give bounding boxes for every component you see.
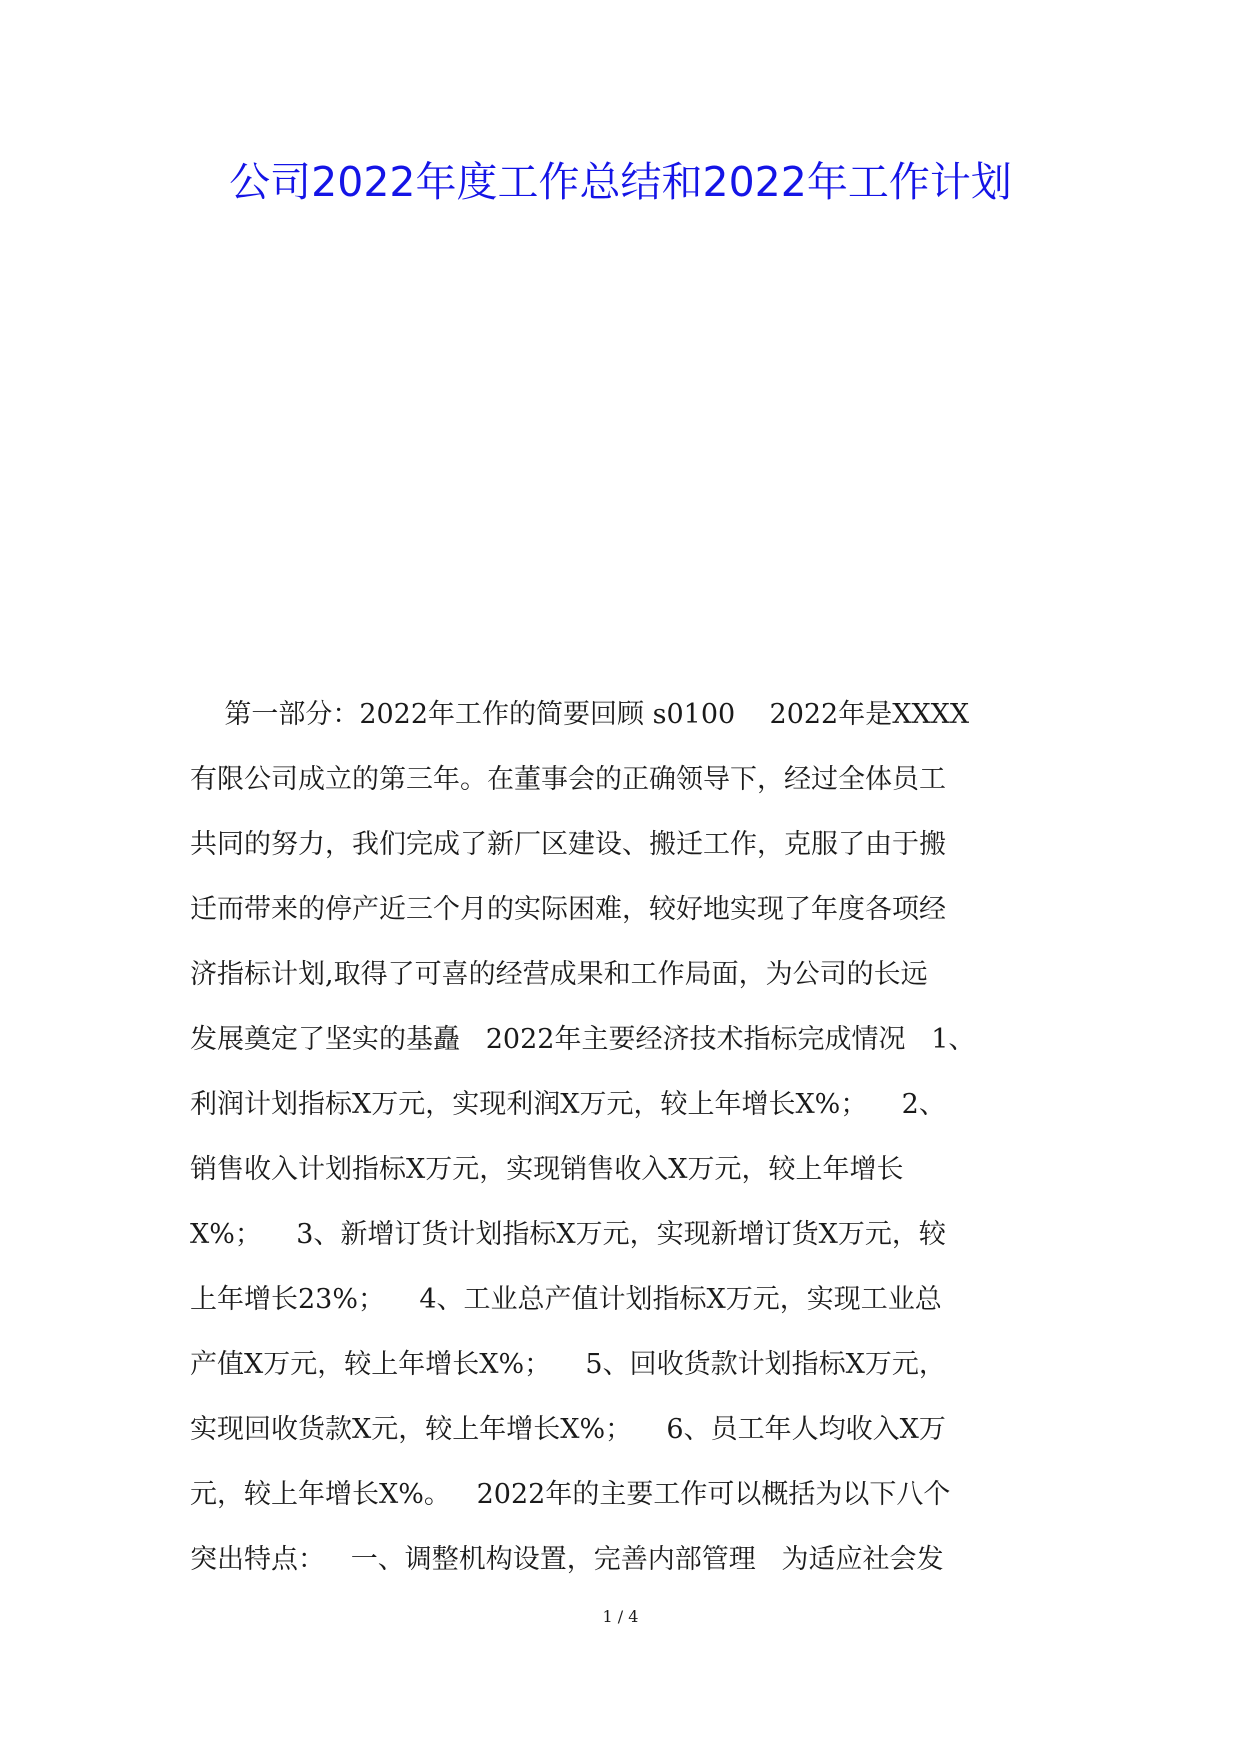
body-line: 利润计划指标X万元，实现利润X万元，较上年增长X%； 2、 xyxy=(190,1089,946,1120)
document-title: 公司2022年度工作总结和2022年工作计划 xyxy=(229,158,1012,206)
document-body xyxy=(190,682,1050,1592)
body-line: 销售收入计划指标X万元，实现销售收入X万元，较上年增长 xyxy=(190,1154,904,1185)
body-line: 产值X万元，较上年增长X%； 5、回收货款计划指标X万元， xyxy=(190,1349,946,1380)
body-line: 有限公司成立的第三年。在董事会的正确领导下，经过全体员工 xyxy=(190,764,946,795)
body-line: 发展奠定了坚实的基矗 2022年主要经济技术指标完成情况 1、 xyxy=(190,1024,976,1055)
body-line: 突出特点： 一、调整机构设置，完善内部管理 为适应社会发 xyxy=(190,1544,944,1575)
page-number: 1 / 4 xyxy=(602,1607,639,1626)
body-line: 第一部分：2022年工作的简要回顾 s0100 2022年是XXXX xyxy=(190,699,970,730)
body-line: 实现回收货款X元，较上年增长X%； 6、员工年人均收入X万 xyxy=(190,1414,946,1445)
body-line: 上年增长23%； 4、工业总产值计划指标X万元，实现工业总 xyxy=(190,1284,942,1315)
body-line: 共同的努力，我们完成了新厂区建设、搬迁工作，克服了由于搬 xyxy=(190,829,946,860)
body-line: X%； 3、新增订货计划指标X万元，实现新增订货X万元，较 xyxy=(190,1219,946,1250)
body-line: 济指标计划,取得了可喜的经营成果和工作局面，为公司的长远 xyxy=(190,959,928,990)
body-line: 迁而带来的停产近三个月的实际困难，较好地实现了年度各项经 xyxy=(190,894,946,925)
body-line: 元，较上年增长X%。 2022年的主要工作可以概括为以下八个 xyxy=(190,1479,951,1510)
